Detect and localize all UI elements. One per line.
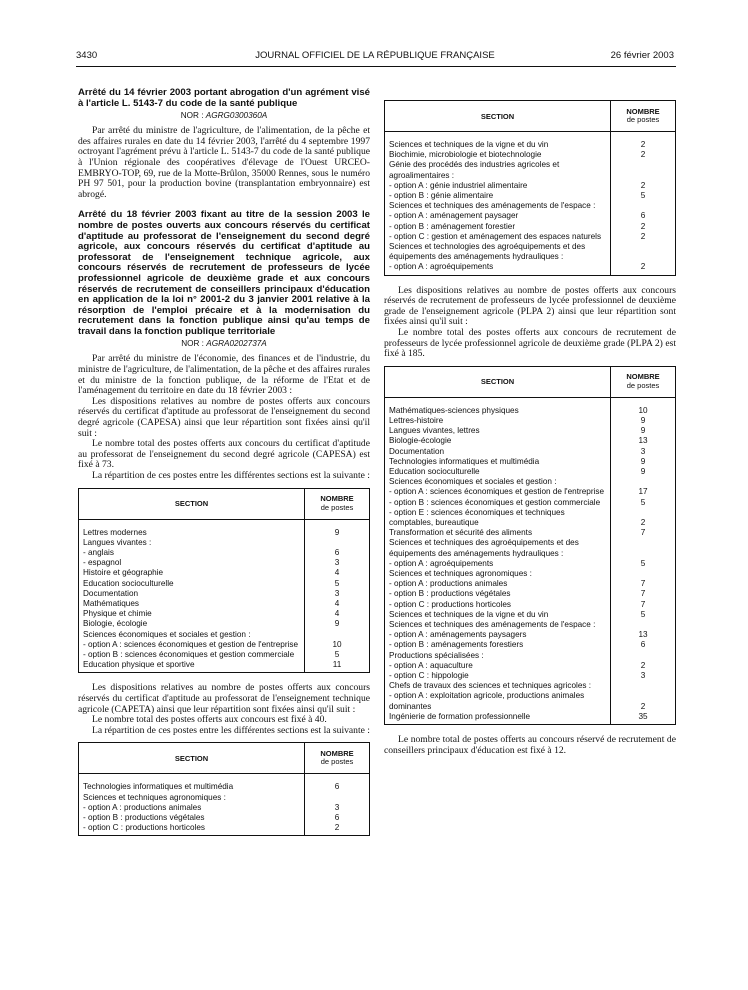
row-value: 2 bbox=[305, 823, 370, 836]
col-nombre: NOMBRE de postes bbox=[611, 101, 676, 132]
row-value: 13 bbox=[611, 630, 676, 640]
row-value: 6 bbox=[611, 640, 676, 650]
table-row bbox=[79, 528, 370, 538]
table-row bbox=[385, 191, 676, 201]
row-value: 5 bbox=[611, 498, 676, 508]
row-value: 13 bbox=[611, 436, 676, 446]
row-label: Technologies informatiques et multimédia bbox=[79, 782, 305, 792]
row-label: - espagnol bbox=[79, 558, 305, 568]
row-value: 5 bbox=[305, 650, 370, 660]
row-label: Histoire et géographie bbox=[79, 568, 305, 578]
page-header bbox=[76, 50, 674, 64]
table-row bbox=[385, 640, 676, 650]
row-value: 9 bbox=[305, 619, 370, 629]
table-row bbox=[79, 630, 370, 640]
row-label: - option B : sciences économiques et gestion commerciale bbox=[79, 650, 305, 660]
table-capeta-continued bbox=[384, 100, 676, 276]
row-value: 9 bbox=[305, 528, 370, 538]
row-value: 2 bbox=[611, 222, 676, 232]
col-nombre: NOMBRE de postes bbox=[305, 743, 370, 774]
row-label: Sciences et technologies des agroéquipements et des équipements des aménagements hydrauliques : bbox=[385, 242, 611, 262]
row-label: - option E : sciences économiques et techniques comptables, bureautique bbox=[385, 508, 611, 528]
row-value bbox=[305, 538, 370, 548]
row-label: - option A : exploitation agricole, productions animales dominantes bbox=[385, 691, 611, 711]
row-label: Education socioculturelle bbox=[79, 579, 305, 589]
table-row bbox=[385, 487, 676, 497]
row-label: - option A : aquaculture bbox=[385, 661, 611, 671]
table-plpa bbox=[384, 366, 676, 725]
table-row bbox=[385, 498, 676, 508]
table-row bbox=[385, 467, 676, 477]
table-row bbox=[385, 508, 676, 528]
row-label: Productions spécialisées : bbox=[385, 651, 611, 661]
table-row bbox=[385, 600, 676, 610]
row-value: 2 bbox=[611, 140, 676, 150]
table-row bbox=[385, 661, 676, 671]
row-label: - option A : sciences économiques et gestion de l'entreprise bbox=[385, 487, 611, 497]
header-rule bbox=[76, 66, 676, 67]
row-label: Documentation bbox=[385, 447, 611, 457]
row-value: 9 bbox=[611, 457, 676, 467]
row-value bbox=[305, 793, 370, 803]
table-row bbox=[79, 782, 370, 792]
table-row bbox=[79, 803, 370, 813]
table-row bbox=[385, 262, 676, 275]
row-label: Documentation bbox=[79, 589, 305, 599]
table-row bbox=[79, 619, 370, 629]
table-row bbox=[385, 447, 676, 457]
row-value: 35 bbox=[611, 712, 676, 725]
row-label: - option B : aménagement forestier bbox=[385, 222, 611, 232]
table-row bbox=[385, 406, 676, 416]
row-value: 2 bbox=[611, 232, 676, 242]
row-value: 4 bbox=[305, 609, 370, 619]
table-row bbox=[79, 823, 370, 836]
table-row bbox=[79, 548, 370, 558]
row-label: Biochimie, microbiologie et biotechnologie bbox=[385, 150, 611, 160]
row-label: - option A : génie industriel alimentaire bbox=[385, 181, 611, 191]
row-label: - option A : productions animales bbox=[385, 579, 611, 589]
table-row bbox=[385, 140, 676, 150]
table-row bbox=[385, 181, 676, 191]
row-label: - option A : productions animales bbox=[79, 803, 305, 813]
table-row bbox=[79, 793, 370, 803]
table-row bbox=[385, 436, 676, 446]
row-label: Langues vivantes : bbox=[79, 538, 305, 548]
row-value: 10 bbox=[305, 640, 370, 650]
row-value: 5 bbox=[305, 579, 370, 589]
row-label: - option C : productions horticoles bbox=[79, 823, 305, 836]
col-section: SECTION bbox=[385, 366, 611, 397]
article2-p9: Le nombre total des postes offerts aux concours de recrutement de professeurs de lycée professionnel agricole de deuxième grade (PLPA 2) est fixé à 185. bbox=[384, 327, 676, 360]
row-value: 7 bbox=[611, 528, 676, 538]
article2-nor: NOR : AGRA0202737A bbox=[181, 339, 267, 349]
table-row bbox=[385, 620, 676, 630]
row-value: 17 bbox=[611, 487, 676, 497]
row-label: - option B : génie alimentaire bbox=[385, 191, 611, 201]
table-row bbox=[385, 426, 676, 436]
row-value: 4 bbox=[305, 599, 370, 609]
table-row bbox=[385, 538, 676, 558]
row-value bbox=[611, 201, 676, 211]
row-label: Sciences et techniques agronomiques : bbox=[79, 793, 305, 803]
row-label: Education physique et sportive bbox=[79, 660, 305, 673]
row-label: Sciences et techniques de la vigne et du vin bbox=[385, 610, 611, 620]
row-value: 5 bbox=[611, 191, 676, 201]
row-value: 9 bbox=[611, 426, 676, 436]
row-label: - option A : agroéquipements bbox=[385, 262, 611, 275]
row-label: - option C : hippologie bbox=[385, 671, 611, 681]
row-value: 9 bbox=[611, 467, 676, 477]
col-section: SECTION bbox=[79, 488, 305, 519]
article1-title: Arrêté du 14 février 2003 portant abrogation d'un agrément visé à l'article L. 5143-7 du code de la santé publique bbox=[78, 87, 370, 109]
row-value: 9 bbox=[611, 416, 676, 426]
table-row bbox=[385, 691, 676, 711]
row-label: - anglais bbox=[79, 548, 305, 558]
table-row bbox=[79, 660, 370, 673]
row-value: 2 bbox=[611, 508, 676, 528]
row-label: Transformation et sécurité des aliments bbox=[385, 528, 611, 538]
row-label: Sciences économiques et sociales et gestion : bbox=[385, 477, 611, 487]
right-column bbox=[384, 100, 676, 756]
row-value bbox=[611, 620, 676, 630]
row-value: 7 bbox=[611, 600, 676, 610]
row-label: - option B : aménagements forestiers bbox=[385, 640, 611, 650]
col-section: SECTION bbox=[79, 743, 305, 774]
row-value: 3 bbox=[611, 671, 676, 681]
row-value: 3 bbox=[305, 558, 370, 568]
table-row bbox=[385, 651, 676, 661]
row-label: Chefs de travaux des sciences et techniques agricoles : bbox=[385, 681, 611, 691]
publication-date: 26 février 2003 bbox=[610, 50, 674, 61]
row-label: Technologies informatiques et multimédia bbox=[385, 457, 611, 467]
article2-p6: Le nombre total des postes offerts aux concours est fixé à 40. bbox=[92, 714, 327, 726]
table-row bbox=[385, 232, 676, 242]
article2-p2: Les dispositions relatives au nombre de postes offerts aux concours réservés du certificat d'aptitude au professorat de l'enseignement du second degré agricole (CAPESA) ainsi que leur répartition sont fixées ainsi qu'il suit : bbox=[78, 395, 370, 439]
table-row bbox=[79, 813, 370, 823]
article2-p8: Les dispositions relatives au nombre de postes offerts aux concours réservés de recrutement de professeurs de lycée professionnel de deuxième grade de l'enseignement agricole (PLPA 2) ainsi que leur répartition sont fixées ainsi qu'il suit : bbox=[384, 284, 676, 328]
table-row bbox=[385, 160, 676, 180]
table-row bbox=[385, 579, 676, 589]
table-row bbox=[79, 579, 370, 589]
table-row bbox=[385, 671, 676, 681]
row-value: 3 bbox=[611, 447, 676, 457]
row-label: Lettres-histoire bbox=[385, 416, 611, 426]
table-row bbox=[385, 528, 676, 538]
row-value: 2 bbox=[611, 150, 676, 160]
row-value bbox=[611, 651, 676, 661]
table-capesa bbox=[78, 488, 370, 674]
row-value: 7 bbox=[611, 589, 676, 599]
row-value bbox=[611, 569, 676, 579]
table-row bbox=[385, 201, 676, 211]
article2-p1: Par arrêté du ministre de l'économie, des finances et de l'industrie, du ministre de l'agriculture, de l'alimentation, de la pêche et des affaires rurales et du ministre de la fonction publique, de la réforme de l'Etat et de l'aménagement du territoire en date du 18 février 2003 : bbox=[78, 353, 370, 397]
row-label: Education socioculturelle bbox=[385, 467, 611, 477]
table-row bbox=[385, 589, 676, 599]
row-label: Biologie-écologie bbox=[385, 436, 611, 446]
table-row bbox=[79, 538, 370, 548]
row-label: - option C : productions horticoles bbox=[385, 600, 611, 610]
article2-p3: Le nombre total des postes offerts aux concours du certificat d'aptitude au professorat de l'enseignement du second degré agricole (CAPESA) est fixé à 73. bbox=[78, 438, 370, 471]
row-label: Sciences économiques et sociales et gestion : bbox=[79, 630, 305, 640]
table-row bbox=[385, 222, 676, 232]
table-row bbox=[79, 558, 370, 568]
row-value bbox=[305, 630, 370, 640]
row-value: 10 bbox=[611, 406, 676, 416]
table-capeta bbox=[78, 742, 370, 836]
row-label: Sciences et techniques de la vigne et du vin bbox=[385, 140, 611, 150]
row-value: 2 bbox=[611, 181, 676, 191]
article2-p5: Les dispositions relatives au nombre de postes offerts aux concours réservés du certificat d'aptitude au professorat de l'enseignement technique agricole (CAPETA) ainsi que leur répartition sont fixées ainsi qu'il suit : bbox=[78, 682, 370, 715]
row-label: - option A : aménagements paysagers bbox=[385, 630, 611, 640]
row-label: - option B : productions végétales bbox=[385, 589, 611, 599]
row-value: 6 bbox=[611, 211, 676, 221]
table-row bbox=[385, 150, 676, 160]
row-value: 2 bbox=[611, 262, 676, 275]
row-value: 6 bbox=[305, 548, 370, 558]
journal-title: JOURNAL OFFICIEL DE LA RÉPUBLIQUE FRANÇAISE bbox=[255, 50, 495, 61]
row-value: 6 bbox=[305, 813, 370, 823]
table-row bbox=[385, 477, 676, 487]
col-nombre: NOMBRE de postes bbox=[611, 366, 676, 397]
row-label: Sciences et techniques des aménagements de l'espace : bbox=[385, 201, 611, 211]
row-label: - option C : gestion et aménagement des espaces naturels bbox=[385, 232, 611, 242]
article2-p7: La répartition de ces postes entre les différentes sections est la suivante : bbox=[92, 724, 370, 736]
table-row bbox=[385, 242, 676, 262]
table-row bbox=[79, 589, 370, 599]
row-value: 5 bbox=[611, 559, 676, 569]
col-section: SECTION bbox=[385, 101, 611, 132]
table-row bbox=[385, 681, 676, 691]
row-label: - option B : productions végétales bbox=[79, 813, 305, 823]
row-value: 7 bbox=[611, 579, 676, 589]
table-row bbox=[385, 416, 676, 426]
table-row bbox=[385, 559, 676, 569]
row-value bbox=[611, 538, 676, 558]
table-row bbox=[79, 650, 370, 660]
row-label: Sciences et techniques des aménagements de l'espace : bbox=[385, 620, 611, 630]
table-row bbox=[79, 599, 370, 609]
article1-body: Par arrêté du ministre de l'agriculture, de l'alimentation, de la pêche et des affaires rurales en date du 14 février 2003, l'arrêté du 4 septembre 1997 octroyant l'agrément prévu à l'article L. 5143-7 du code de la santé publique à l'Union régionale des coopératives d'élevage de l'Ouest URCEO-EMBRYO-TOP, 69, rue de la Motte-Brûlon, 35000 Rennes, sous le numéro PH 97 501, pour la production bovine (transplantation embryonnaire) est abrogé. bbox=[78, 125, 370, 200]
article2-p4: La répartition de ces postes entre les différentes sections est la suivante : bbox=[92, 470, 370, 481]
article1-nor: NOR : AGRG0300360A bbox=[180, 111, 268, 121]
row-value: 4 bbox=[305, 568, 370, 578]
row-value: 2 bbox=[611, 691, 676, 711]
table-row bbox=[385, 712, 676, 725]
table-row bbox=[79, 568, 370, 578]
row-value: 2 bbox=[611, 661, 676, 671]
row-value bbox=[611, 160, 676, 180]
row-label: Mathématiques bbox=[79, 599, 305, 609]
row-label: Sciences et techniques agronomiques : bbox=[385, 569, 611, 579]
row-value: 6 bbox=[305, 782, 370, 792]
row-label: Ingénierie de formation professionnelle bbox=[385, 712, 611, 725]
table-row bbox=[79, 640, 370, 650]
table-row bbox=[385, 211, 676, 221]
row-label: - option A : agroéquipements bbox=[385, 559, 611, 569]
row-label: Génie des procédés des industries agricoles et agroalimentaires : bbox=[385, 160, 611, 180]
article2-p10: Le nombre total de postes offerts au concours réservé de recrutement de conseillers principaux d'éducation est fixé à 12. bbox=[384, 734, 676, 756]
row-label: - option B : sciences économiques et gestion commerciale bbox=[385, 498, 611, 508]
article2-title: Arrêté du 18 février 2003 fixant au titre de la session 2003 le nombre de postes ouverts aux concours réservés du certificat d'aptitude au professorat de l'enseignement du second degré agricole, aux concours réservés du certificat d'aptitude au professorat de l'enseignement technique agricole, aux concours réservés de recrutement de professeurs de lycée professionnel agricole de deuxième grade et aux concours réservés de recrutement de conseillers principaux d'éducation en application de la loi n° 2001-2 du 3 janvier 2001 relative à la résorption de l'emploi précaire et à la modernisation du recrutement dans la fonction publique ainsi qu'au temps de travail dans la fonction publique territoriale bbox=[78, 209, 370, 337]
table-row bbox=[385, 457, 676, 467]
row-value: 3 bbox=[305, 589, 370, 599]
table-row bbox=[385, 630, 676, 640]
row-value bbox=[611, 242, 676, 262]
row-value: 3 bbox=[305, 803, 370, 813]
row-label: Langues vivantes, lettres bbox=[385, 426, 611, 436]
table-row bbox=[385, 610, 676, 620]
row-value bbox=[611, 477, 676, 487]
row-label: - option A : aménagement paysager bbox=[385, 211, 611, 221]
row-label: - option A : sciences économiques et gestion de l'entreprise bbox=[79, 640, 305, 650]
left-column bbox=[78, 88, 370, 846]
row-value: 11 bbox=[305, 660, 370, 673]
page-number: 3430 bbox=[76, 50, 98, 61]
table-row bbox=[385, 569, 676, 579]
row-label: Sciences et techniques des agroéquipements et des équipements des aménagements hydrauliques : bbox=[385, 538, 611, 558]
col-nombre: NOMBRE de postes bbox=[305, 488, 370, 519]
row-label: Physique et chimie bbox=[79, 609, 305, 619]
table-row bbox=[79, 609, 370, 619]
row-value: 5 bbox=[611, 610, 676, 620]
row-value bbox=[611, 681, 676, 691]
row-label: Lettres modernes bbox=[79, 528, 305, 538]
row-label: Biologie, écologie bbox=[79, 619, 305, 629]
row-label: Mathématiques-sciences physiques bbox=[385, 406, 611, 416]
